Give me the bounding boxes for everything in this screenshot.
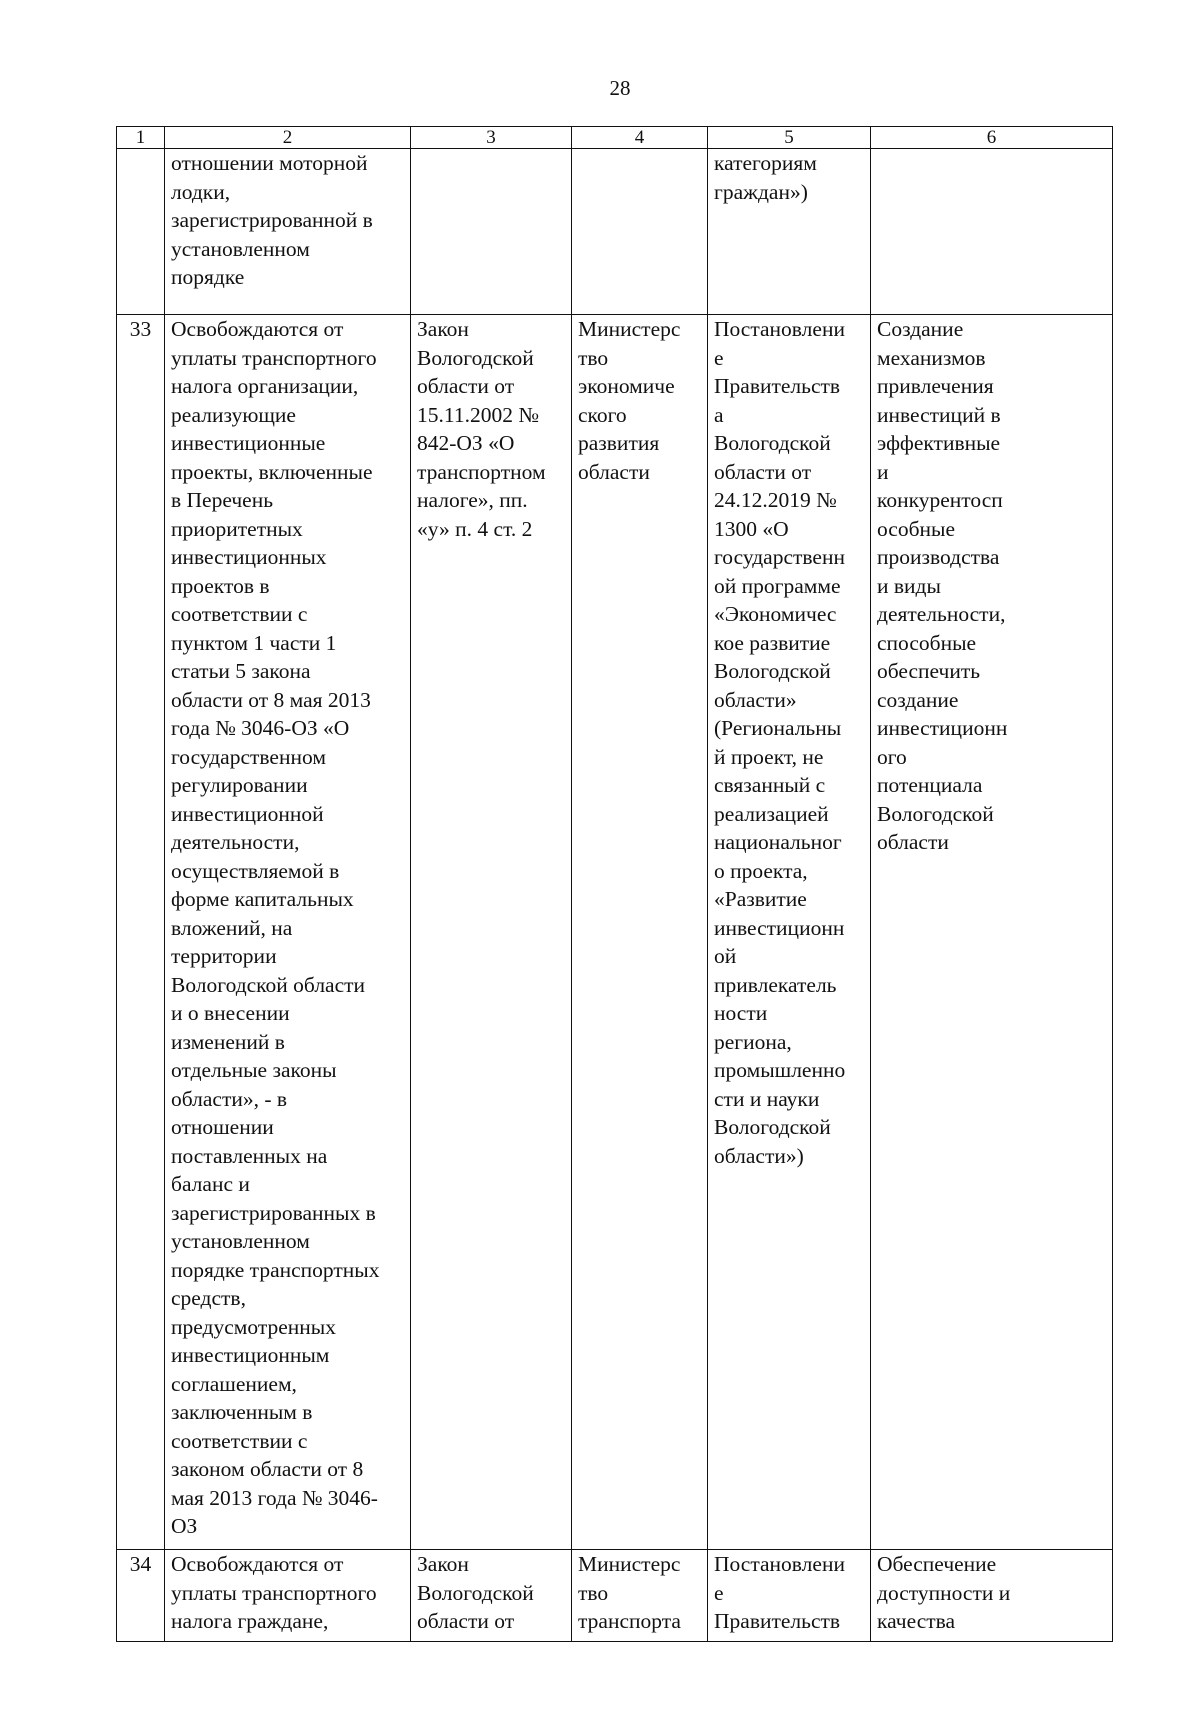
header-row <box>117 127 1113 149</box>
program-reference: Постановлени е Правительств <box>708 1550 871 1642</box>
benefit-goal: Создание механизмов привлечения инвестиций в эффективные и конкурентосп особные производства и виды деятельности, способные обеспечить создание инвестиционн ого потенциала Вологодской области <box>871 315 1113 1550</box>
benefit-description: Освобождаются от уплаты транспортного налога граждане, <box>165 1550 411 1642</box>
table-row <box>117 315 1113 1550</box>
column-header: 1 <box>117 127 165 149</box>
page-number: 28 <box>609 76 631 100</box>
row-number <box>117 149 165 315</box>
responsible-body <box>572 149 708 315</box>
benefit-description: Освобождаются от уплаты транспортного налога организации, реализующие инвестиционные проекты, включенные в Перечень приоритетных инвестиционных проектов в соответствии с пунктом 1 части 1 статьи 5 закона области от 8 мая 2013 года № 3046-ОЗ «О государственном регулировании инвестиционной деятельности, осуществляемой в форме капитальных вложений, на территории Вологодской области и о внесении изменений в отдельные законы области», - в отношении поставленных на баланс и зарегистрированных в установленном порядке транспортных средств, предусмотренных инвестиционным соглашением, заключенным в соответствии с законом области от 8 мая 2013 года № 3046- ОЗ <box>165 315 411 1550</box>
legal-basis <box>411 149 572 315</box>
responsible-body: Министерс тво транспорта <box>572 1550 708 1642</box>
program-reference: категориям граждан») <box>708 149 871 315</box>
column-header: 3 <box>411 127 572 149</box>
legal-basis: Закон Вологодской области от 15.11.2002 № 842-ОЗ «О транспортном налоге», пп. «у» п. 4 ст. 2 <box>411 315 572 1550</box>
responsible-body: Министерс тво экономиче ского развития области <box>572 315 708 1550</box>
benefit-goal <box>871 149 1113 315</box>
table-row <box>117 1550 1113 1642</box>
legal-basis: Закон Вологодской области от <box>411 1550 572 1642</box>
row-number: 33 <box>117 315 165 1550</box>
column-header: 5 <box>708 127 871 149</box>
program-reference: Постановлени е Правительств а Вологодской области от 24.12.2019 № 1300 «О государственн ой программе «Экономичес кое развитие Вологодской области» (Региональны й проект, не связанный с реализацией национальног о проекта, «Развитие инвестиционн ой привлекатель ности региона, промышленно сти и науки Вологодской области») <box>708 315 871 1550</box>
benefits-table <box>116 126 1113 1642</box>
benefit-description: отношении моторной лодки, зарегистрированной в установленном порядке <box>165 149 411 315</box>
row-number: 34 <box>117 1550 165 1642</box>
column-header: 4 <box>572 127 708 149</box>
table-row <box>117 149 1113 315</box>
benefit-goal: Обеспечение доступности и качества <box>871 1550 1113 1642</box>
column-header: 6 <box>871 127 1113 149</box>
column-header: 2 <box>165 127 411 149</box>
